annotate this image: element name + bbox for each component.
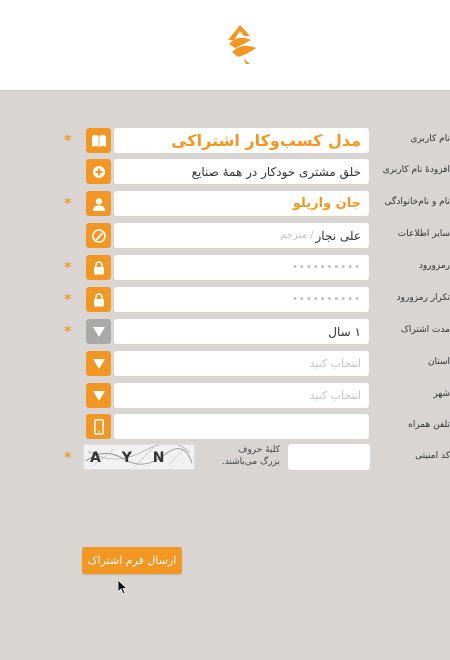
- captcha-input[interactable]: [288, 444, 370, 470]
- password-repeat-row: [0, 286, 450, 314]
- username-extra-input[interactable]: خلق مشتری خودکار در همۀ صنایع: [114, 159, 369, 184]
- city-select[interactable]: انتخاب کنید: [114, 383, 369, 408]
- mouse-cursor-icon: [118, 580, 128, 596]
- province-label: استان: [427, 357, 450, 367]
- subscription-label: مدت اشتراک: [400, 325, 450, 335]
- edit-icon: [86, 223, 111, 248]
- required-marker: *: [64, 260, 72, 276]
- captcha-note-line2: بزرگ می‌باشند.: [221, 457, 280, 467]
- lock-icon: [86, 287, 111, 312]
- subscription-row: [0, 318, 450, 346]
- other-info-label: سایر اطلاعات: [397, 229, 450, 239]
- required-marker: *: [64, 292, 72, 308]
- lock-icon: [86, 255, 111, 280]
- city-label: شهر: [433, 389, 450, 399]
- username-input[interactable]: مدل کسب‌وکار اشتراکی: [114, 128, 369, 153]
- submit-button[interactable]: ارسال فرم اشتراک: [82, 547, 182, 574]
- captcha-note: [208, 444, 280, 468]
- username-extra-label: افزودۀ نام کاربری: [382, 165, 450, 175]
- required-marker: *: [64, 324, 72, 340]
- username-row: [0, 127, 450, 155]
- password-input[interactable]: ••••••••••: [114, 255, 369, 280]
- book-icon: [86, 128, 111, 153]
- plus-circle-icon[interactable]: [86, 159, 111, 184]
- password-repeat-input[interactable]: ••••••••••: [114, 287, 369, 312]
- required-marker: *: [64, 196, 72, 212]
- captcha-label: کد امنیتی: [415, 451, 450, 461]
- other-info-sub: / مترجم: [280, 230, 314, 241]
- user-icon: [86, 191, 111, 216]
- required-marker: *: [64, 450, 72, 466]
- city-row: [0, 382, 450, 410]
- captcha-text: A Y N: [90, 450, 173, 466]
- chevron-down-icon[interactable]: [86, 319, 111, 344]
- captcha-image: [83, 444, 195, 470]
- captcha-note-line1: کلیهٔ حروف: [238, 445, 280, 455]
- mobile-icon: [86, 414, 111, 439]
- chevron-down-icon[interactable]: [86, 351, 111, 376]
- mobile-row: [0, 413, 450, 441]
- brand-logo: [220, 22, 260, 66]
- chevron-down-icon[interactable]: [86, 383, 111, 408]
- other-info-input[interactable]: [114, 223, 369, 248]
- password-repeat-label: تکرار رمزورود: [396, 293, 450, 303]
- password-label: رمزورود: [418, 261, 450, 271]
- mobile-input[interactable]: [114, 414, 369, 439]
- password-row: [0, 254, 450, 282]
- other-info-row: [0, 222, 450, 250]
- province-select[interactable]: انتخاب کنید: [114, 351, 369, 376]
- fullname-label: نام و نام‌خانوادگی: [384, 197, 450, 207]
- header: [0, 0, 450, 91]
- mobile-label: تلفن همراه: [408, 420, 450, 430]
- username-label: نام کاربری: [410, 134, 450, 144]
- province-row: [0, 350, 450, 378]
- subscription-select[interactable]: ۱ سال: [114, 319, 369, 344]
- required-marker: *: [64, 133, 72, 149]
- fullname-input[interactable]: جان واریلو: [114, 191, 369, 216]
- fullname-row: [0, 190, 450, 218]
- other-info-value: علی نجار: [315, 228, 361, 243]
- username-extra-row: [0, 158, 450, 186]
